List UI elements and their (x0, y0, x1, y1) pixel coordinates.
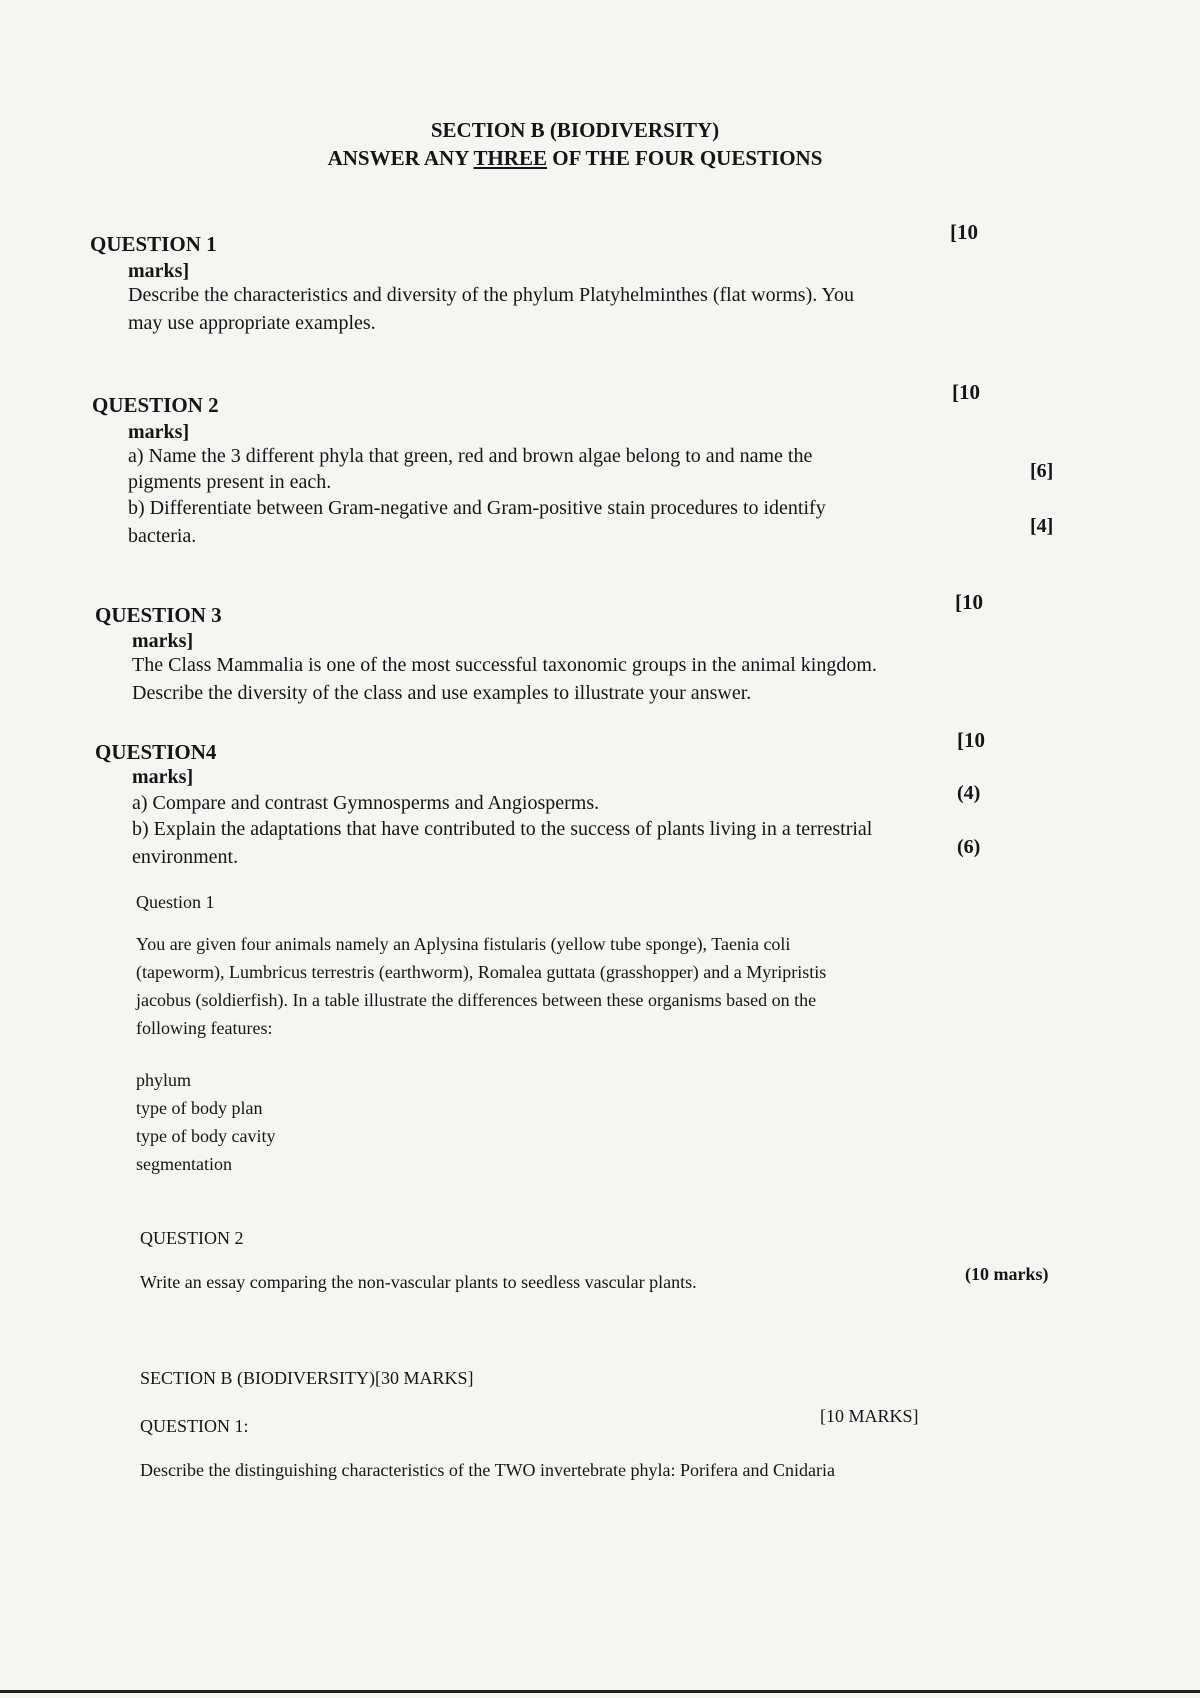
paper2-q2-text: Write an essay comparing the non-vascular plants to seedless vascular plants. (140, 1272, 697, 1292)
q3-title: QUESTION 3 (95, 603, 222, 627)
q2-a-marks: [6] (1030, 460, 1054, 482)
q4-b-marks: (6) (957, 836, 981, 858)
q4-b-line-2: environment. (132, 846, 239, 868)
q2-b-marks: [4] (1030, 515, 1054, 537)
paper2-q1-line-2: (tapeworm), Lumbricus terrestris (earthworm), Romalea guttata (grasshopper) and a Myripristis (136, 962, 827, 982)
q2-b-line-2: bacteria. (128, 525, 197, 547)
q1-marks-close: marks] (128, 260, 190, 282)
paper2-q1-line-4: following features: (136, 1018, 273, 1038)
q2-b-line-1: b) Differentiate between Gram-negative and Gram-positive stain procedures to identify (128, 497, 826, 519)
q1-marks-open: [10 (950, 220, 978, 244)
q4-title: QUESTION4 (95, 740, 217, 764)
q3-text-line-1: The Class Mammalia is one of the most successful taxonomic groups in the animal kingdom. (132, 654, 877, 676)
q4-a-line: a) Compare and contrast Gymnosperms and Angiosperms. (132, 792, 600, 814)
instruction-emphasis: THREE (473, 146, 547, 170)
q3-text-line-2: Describe the diversity of the class and use examples to illustrate your answer. (132, 682, 752, 704)
feature-item: type of body cavity (136, 1126, 276, 1146)
q4-b-line-1: b) Explain the adaptations that have contributed to the success of plants living in a terrestrial (132, 818, 873, 840)
feature-item: phylum (136, 1070, 192, 1090)
q2-marks-open: [10 (952, 380, 980, 404)
q2-a-line-1: a) Name the 3 different phyla that green, red and brown algae belong to and name the (128, 445, 813, 467)
section-instruction: ANSWER ANY THREE OF THE FOUR QUESTIONS (327, 146, 823, 170)
q2-title: QUESTION 2 (92, 393, 219, 417)
q4-a-marks: (4) (957, 782, 981, 804)
page-bottom-border (0, 1690, 1200, 1693)
paper2-q2-title: QUESTION 2 (140, 1228, 244, 1248)
section-title: SECTION B (BIODIVERSITY) (430, 118, 720, 142)
paper2-q2-marks: (10 marks) (965, 1264, 1049, 1284)
q1-text-line-2: may use appropriate examples. (128, 312, 376, 334)
paper3-section-title: SECTION B (BIODIVERSITY)[30 MARKS] (140, 1368, 474, 1388)
q2-a-line-2: pigments present in each. (128, 471, 332, 493)
q3-marks-open: [10 (955, 590, 983, 614)
q1-title: QUESTION 1 (90, 232, 217, 256)
paper2-q1-line-1: You are given four animals namely an Aplysina fistularis (yellow tube sponge), Taenia coli (136, 934, 791, 954)
paper3-q1-text: Describe the distinguishing characteristics of the TWO invertebrate phyla: Porifera and Cnidaria (140, 1460, 835, 1480)
paper2-q1-title: Question 1 (136, 892, 215, 912)
q1-text-line-1: Describe the characteristics and diversity of the phylum Platyhelminthes (flat worms). You (128, 284, 854, 306)
q4-marks-open: [10 (957, 728, 985, 752)
paper3-q1-title: QUESTION 1: (140, 1416, 249, 1436)
feature-item: segmentation (136, 1154, 232, 1174)
q2-marks-close: marks] (128, 421, 190, 443)
paper3-q1-marks: [10 MARKS] (820, 1406, 919, 1426)
paper2-q1-line-3: jacobus (soldierfish). In a table illustrate the differences between these organisms based on the (136, 990, 817, 1010)
q3-marks-close: marks] (132, 630, 194, 652)
feature-item: type of body plan (136, 1098, 263, 1118)
q4-marks-close: marks] (132, 766, 194, 788)
